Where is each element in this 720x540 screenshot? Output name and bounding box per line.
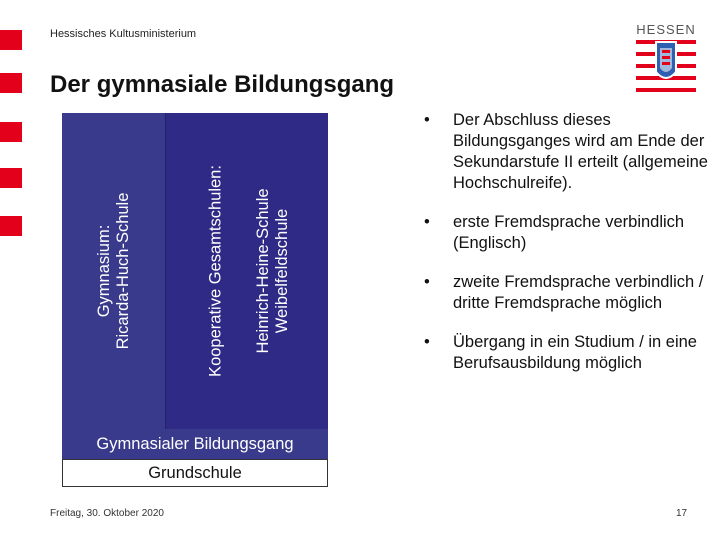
red-square-decoration bbox=[0, 122, 22, 142]
column-gesamtschulen bbox=[165, 113, 328, 429]
red-square-decoration bbox=[0, 168, 22, 188]
gymnasial-bar: Gymnasialer Bildungsgang bbox=[62, 429, 328, 459]
ministry-name: Hessisches Kultusministerium bbox=[50, 28, 197, 40]
red-square-decoration bbox=[0, 30, 22, 50]
hessen-lion-icon bbox=[636, 38, 696, 100]
column-gymnasium bbox=[62, 113, 165, 429]
column-schools-line2: Weibelfeldschule bbox=[272, 208, 291, 334]
page-number: 17 bbox=[676, 508, 688, 519]
column-gesamtschulen-label bbox=[206, 165, 225, 377]
bullet-item: • zweite Fremdsprache verbindlich / dritte Fremdsprache möglich bbox=[420, 272, 710, 314]
footer-date: Freitag, 30. Oktober 2020 bbox=[50, 508, 164, 519]
bullet-item: • erste Fremdsprache verbindlich (Englisch) bbox=[420, 212, 710, 254]
bullet-list bbox=[420, 110, 710, 392]
bullet-item: • Übergang in ein Studium / in eine Berufsausbildung möglich bbox=[420, 332, 710, 374]
logo-text: HESSEN bbox=[636, 22, 696, 37]
hessen-logo bbox=[636, 22, 696, 102]
column-schools-label bbox=[254, 188, 292, 353]
column-gesamtschulen-line1: Kooperative Gesamtschulen: bbox=[206, 165, 225, 377]
column-divider bbox=[165, 113, 166, 429]
column-gymnasium-line1: Gymnasium: bbox=[94, 224, 113, 318]
red-square-decoration bbox=[0, 216, 22, 236]
column-gymnasium-line2: Ricarda-Huch-Schule bbox=[113, 192, 132, 350]
grundschule-bar: Grundschule bbox=[62, 459, 328, 487]
school-structure-diagram bbox=[62, 113, 328, 487]
bullet-item: • Der Abschluss dieses Bildungsganges wird am Ende der Sekundarstufe II erteilt (allgemeine Hochschulreife). bbox=[420, 110, 710, 194]
column-schools-line1: Heinrich-Heine-Schule bbox=[253, 188, 272, 354]
red-square-decoration bbox=[0, 73, 22, 93]
slide-title: Der gymnasiale Bildungsgang bbox=[50, 71, 395, 98]
column-gymnasium-label bbox=[95, 193, 133, 350]
